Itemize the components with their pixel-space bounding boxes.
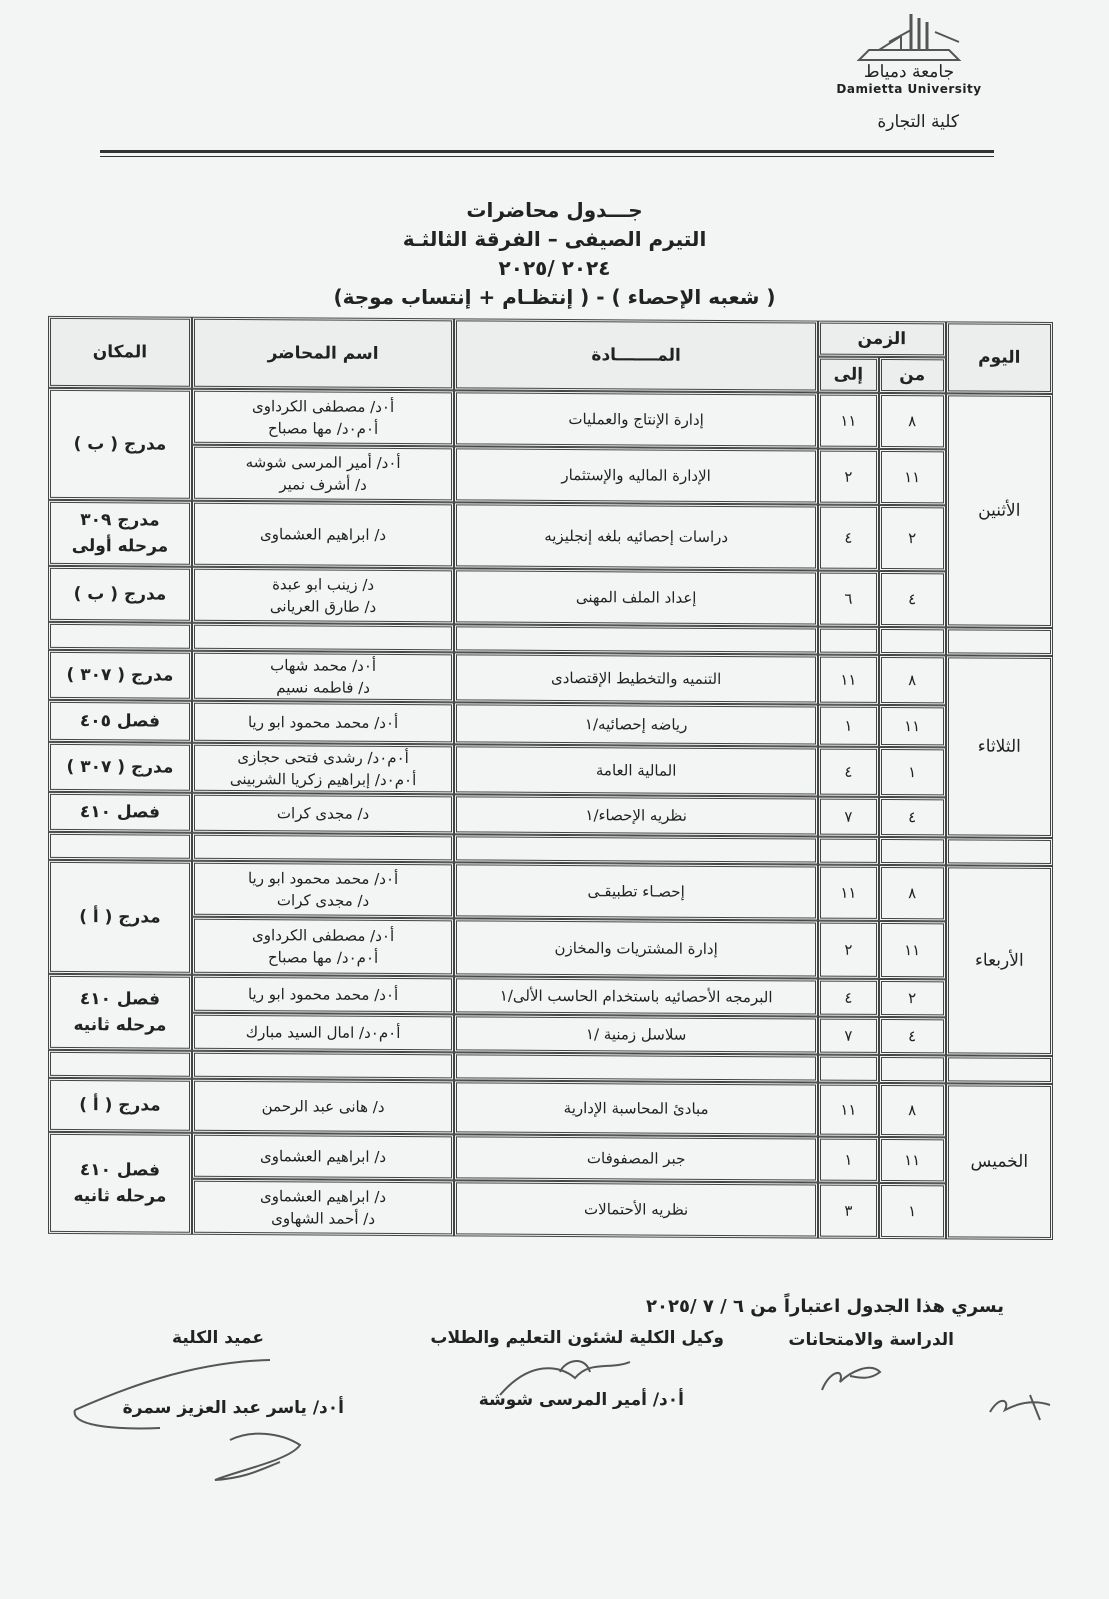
to-cell: ٢ <box>818 921 879 979</box>
subject-cell: الإدارة الماليه والإستثمار <box>454 446 818 504</box>
subject-cell: نظريه الإحصاء/١ <box>454 794 818 836</box>
from-cell: ١١ <box>879 705 946 747</box>
place-text: مدرج ( ٣٠٧ ) <box>66 664 174 686</box>
subject-cell: إعداد الملف المهنى <box>454 568 818 626</box>
from-cell: ٨ <box>879 865 946 921</box>
from-cell: ٨ <box>879 1083 946 1137</box>
to-cell: ١ <box>818 1137 879 1183</box>
signature-vice-dean <box>500 1361 630 1395</box>
lecturer-name: أ٠د/ محمد محمود ابو ريا <box>247 713 399 732</box>
title-line-2: التيرم الصيفى – الفرقة الثالثـة <box>402 227 707 251</box>
day-cell: الأثنين <box>946 393 1053 628</box>
lecturer-name: د/ مجدى كرات <box>276 804 370 823</box>
subject-cell: مبادئ المحاسبة الإدارية <box>454 1080 818 1136</box>
subject-cell: دراسات إحصائيه بلغه إنجليزيه <box>454 502 818 570</box>
vice-dean-label: وكيل الكلية لشئون التعليم والطلاب <box>430 1328 724 1348</box>
header-day: اليوم <box>946 321 1053 394</box>
place-text: مدرج ( ٣٠٧ ) <box>66 756 174 778</box>
subject-cell: إدارة الإنتاج والعمليات <box>454 390 818 448</box>
from-cell: ١١ <box>879 449 946 505</box>
subject-cell: المالية العامة <box>454 744 818 796</box>
place-text: فصل ٤١٠ <box>79 989 160 1010</box>
lecturer-name: د/ فاطمه نسيم <box>276 678 370 697</box>
dean-label: عميد الكلية <box>172 1328 264 1348</box>
lecturer-name: أ٠م٠د/ إبراهيم زكريا الشربينى <box>229 769 417 790</box>
to-cell: ١١ <box>818 1083 879 1137</box>
to-cell: ٧ <box>818 797 879 837</box>
lecturer-name: أ٠د/ محمد محمود ابو ريا <box>247 985 399 1004</box>
from-cell: ١١ <box>879 1137 946 1183</box>
subject-cell: إحصـاء تطبيقـى <box>454 862 818 920</box>
header-subject: المـــــــادة <box>454 318 818 392</box>
day-cell: الأربعاء <box>946 865 1053 1056</box>
lecturer-name: أ٠د/ مصطفى الكرداوى <box>252 926 395 945</box>
subject-cell: رياضه إحصائيه/١ <box>454 702 818 746</box>
validity-note: يسري هذا الجدول اعتباراً من ٦ / ٧ /٢٠٢٥ <box>646 1296 1004 1317</box>
to-cell: ١١ <box>818 655 879 705</box>
header-time: الزمن <box>818 321 946 358</box>
to-cell: ١١ <box>818 393 879 449</box>
place-text: مرحله ثانيه <box>73 1186 167 1207</box>
lecturer-name: أ٠د/ محمد شهاب <box>270 656 377 675</box>
to-cell: ٢ <box>818 449 879 505</box>
header-lecturer: اسم المحاضر <box>192 317 454 391</box>
university-name-ar: جامعة دمياط <box>863 62 955 82</box>
lecturer-name: د/ ابراهيم العشماوى <box>260 1187 387 1206</box>
studies-exams-label: الدراسة والامتحانات <box>788 1330 954 1350</box>
university-name-en: Damietta University <box>836 82 982 96</box>
lecturer-name: أ٠م٠د/ رشدى فتحى حجازى <box>237 748 409 768</box>
place-text: مدرج ( أ ) <box>79 1095 161 1116</box>
header-place: المكان <box>48 316 192 389</box>
lecturer-name: أ٠د/ أمير المرسى شوشه <box>245 453 401 473</box>
from-cell: ٢ <box>879 979 946 1017</box>
lecturer-name: د/ زينب ابو عبدة <box>272 575 375 594</box>
place-text: مدرج ( أ ) <box>79 907 161 928</box>
place-text: مرحله ثانيه <box>73 1015 167 1036</box>
lecturer-name: أ٠د/ محمد محمود ابو ريا <box>247 869 399 888</box>
lecturer-name: د/ أشرف نمير <box>279 475 367 494</box>
to-cell: ١ <box>818 705 879 747</box>
signature-right <box>990 1395 1050 1420</box>
subject-cell: البرمجه الأحصائيه باستخدام الحاسب الألى/١ <box>454 976 818 1016</box>
from-cell: ٤ <box>879 571 946 627</box>
from-cell: ١ <box>879 1183 946 1239</box>
day-cell: الخميس <box>946 1083 1053 1240</box>
lecturer-name: د/ ابراهيم العشماوى <box>260 1147 387 1166</box>
lecturer-name: أ٠م٠د/ مها مصباح <box>267 419 379 438</box>
to-cell: ٤ <box>818 979 879 1017</box>
to-cell: ٤ <box>818 747 879 797</box>
lecturer-name: أ٠م٠د/ امال السيد مبارك <box>245 1023 401 1043</box>
place-text: مدرج ٣٠٩ <box>80 510 160 531</box>
signature-dean-loop <box>75 1410 160 1428</box>
title-line-3: ٢٠٢٤ /٢٠٢٥ <box>498 256 611 280</box>
from-cell: ٨ <box>879 655 946 705</box>
from-cell: ٤ <box>879 797 946 837</box>
to-cell: ٧ <box>818 1017 879 1055</box>
subject-cell: سلاسل زمنية /١ <box>454 1014 818 1054</box>
from-cell: ٢ <box>879 505 946 571</box>
lecturer-name: أ٠م٠د/ مها مصباح <box>267 948 379 967</box>
header-to: إلى <box>818 357 879 393</box>
to-cell: ١١ <box>818 865 879 921</box>
place-text: فصل ٤١٠ <box>79 1160 160 1181</box>
from-cell: ٤ <box>879 1017 946 1055</box>
from-cell: ٨ <box>879 393 946 449</box>
subject-cell: التنميه والتخطيط الإقتصادى <box>454 652 818 704</box>
vice-dean-name: أ٠د/ أمير المرسى شوشة <box>478 1390 684 1410</box>
lecturer-name: أ٠د/ مصطفى الكرداوى <box>252 397 395 416</box>
faculty-name: كلية التجارة <box>877 112 959 132</box>
to-cell: ٦ <box>818 571 879 627</box>
lecturer-name: د/ ابراهيم العشماوى <box>260 525 387 544</box>
subject-cell: إدارة المشتريات والمخازن <box>454 918 818 978</box>
header-from: من <box>879 357 946 393</box>
place-text: مدرج ( ب ) <box>73 584 167 605</box>
lecturer-name: د/ طارق العريانى <box>269 597 377 616</box>
lecturer-name: د/ أحمد الشهاوى <box>271 1209 375 1228</box>
to-cell: ٤ <box>818 505 879 571</box>
day-cell: الثلاثاء <box>946 655 1053 838</box>
title-line-1: جـــدول محاضرات <box>466 198 643 222</box>
place-text: فصل ٤١٠ <box>79 802 160 823</box>
place-text: فصل ٤٠٥ <box>79 711 160 732</box>
place-text: مدرج ( ب ) <box>73 434 167 455</box>
lecturer-name: د/ مجدى كرات <box>276 891 370 910</box>
place-text: مرحله أولى <box>71 536 169 557</box>
from-cell: ١ <box>879 747 946 797</box>
signature-studies <box>822 1368 880 1390</box>
to-cell: ٣ <box>818 1183 879 1239</box>
lecturer-name: د/ هانى عبد الرحمن <box>261 1097 385 1116</box>
from-cell: ١١ <box>879 921 946 979</box>
subject-cell: نظريه الأحتمالات <box>454 1180 818 1238</box>
title-line-4: ( شعبه الإحصاء ) - ( إنتظـام + إنتساب موجة) <box>333 285 776 309</box>
subject-cell: جبر المصفوفات <box>454 1134 818 1182</box>
dean-name: أ٠د/ ياسر عبد العزيز سمرة <box>122 1398 344 1418</box>
signature-dean <box>75 1360 300 1480</box>
